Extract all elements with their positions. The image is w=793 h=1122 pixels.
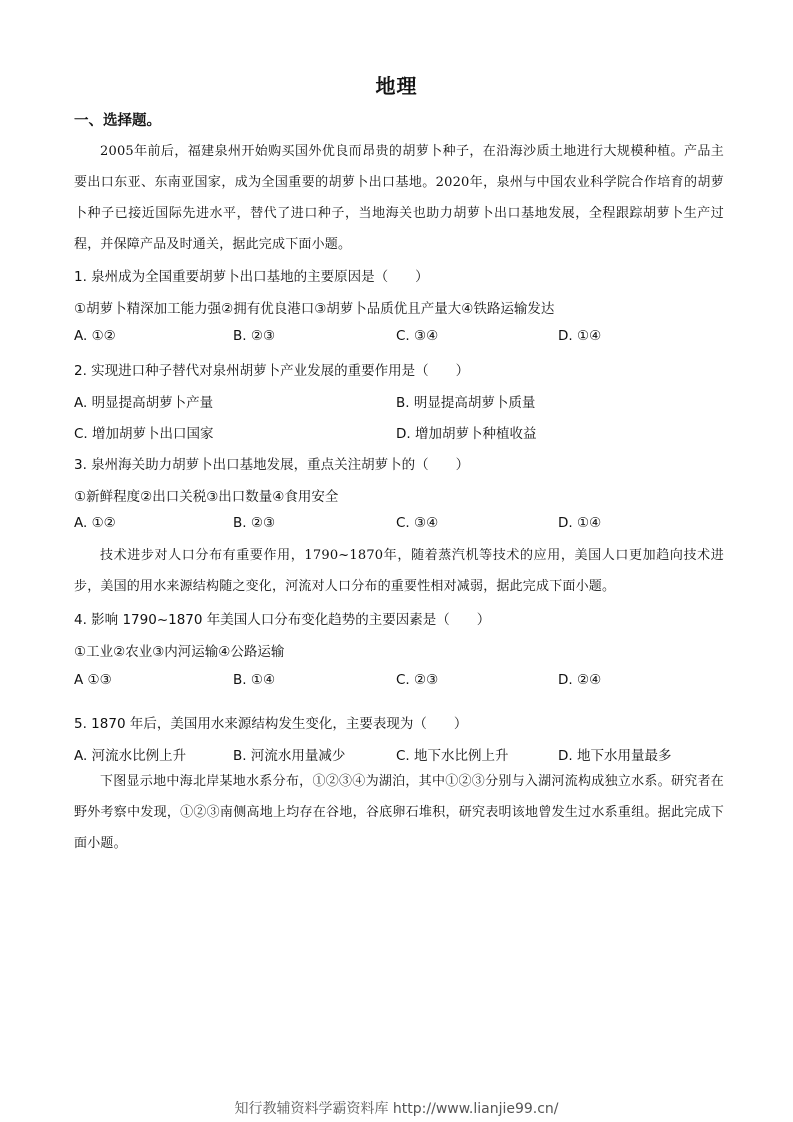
question-5-option-c[interactable]: C. 地下水比例上升 bbox=[396, 748, 509, 764]
question-5-option-b[interactable]: B. 河流水用量减少 bbox=[233, 748, 346, 764]
question-2-stem: 2. 实现进口种子替代对泉州胡萝卜产业发展的重要作用是（ ） bbox=[74, 363, 470, 379]
question-3-option-c[interactable]: C. ③④ bbox=[396, 515, 439, 531]
question-4-option-a[interactable]: A ①③ bbox=[74, 672, 112, 688]
footer-watermark: 知行教辅资料学霸资料库 http://www.lianjie99.cn/ bbox=[234, 1101, 559, 1117]
question-4-option-d[interactable]: D. ②④ bbox=[558, 672, 602, 688]
question-3-stem: 3. 泉州海关助力胡萝卜出口基地发展，重点关注胡萝卜的（ ） bbox=[74, 457, 470, 473]
question-4-stem: 4. 影响 1790~1870 年美国人口分布变化趋势的主要因素是（ ） bbox=[74, 612, 491, 628]
question-3-option-a[interactable]: A. ①② bbox=[74, 515, 116, 531]
passage-2: 技术进步对人口分布有重要作用，1790~1870年，随着蒸汽机等技术的应用，美国人口更加趋向技术进步，美国的用水来源结构随之变化，河流对人口分布的重要性相对减弱，据此完成下面小题。 bbox=[74, 548, 724, 594]
question-1-option-a[interactable]: A. ①② bbox=[74, 328, 116, 344]
question-3-option-b[interactable]: B. ②③ bbox=[233, 515, 276, 531]
page-title: 地理 bbox=[375, 74, 418, 98]
question-1-option-b[interactable]: B. ②③ bbox=[233, 328, 276, 344]
question-2-option-d[interactable]: D. 增加胡萝卜种植收益 bbox=[396, 426, 537, 442]
question-2-option-b[interactable]: B. 明显提高胡萝卜质量 bbox=[396, 395, 536, 411]
question-4-option-b[interactable]: B. ①④ bbox=[233, 672, 276, 688]
question-3-items: ①新鲜程度②出口关税③出口数量④食用安全 bbox=[74, 489, 339, 505]
question-1-stem: 1. 泉州成为全国重要胡萝卜出口基地的主要原因是（ ） bbox=[74, 269, 429, 285]
question-3-option-d[interactable]: D. ①④ bbox=[558, 515, 602, 531]
question-4-option-c[interactable]: C. ②③ bbox=[396, 672, 439, 688]
passage-1: 2005年前后，福建泉州开始购买国外优良而昂贵的胡萝卜种子，在沿海沙质土地进行大规模种植。产品主要出口东亚、东南亚国家，成为全国重要的胡萝卜出口基地。2020年，泉州与中国农业科学院合作培育的胡萝卜种子已接近国际先进水平，替代了进口种子，当地海关也助力胡萝卜出口基地发展，全程跟踪胡萝卜生产过程，并保障产品及时通关，据此完成下面小题。 bbox=[74, 144, 724, 252]
question-5-option-d[interactable]: D. 地下水用量最多 bbox=[558, 748, 672, 764]
question-1-option-d[interactable]: D. ①④ bbox=[558, 328, 602, 344]
passage-3: 下图显示地中海北岸某地水系分布，①②③④为湖泊，其中①②③分别与入湖河流构成独立水系。研究者在野外考察中发现，①②③南侧高地上均存在谷地，谷底卵石堆积，研究表明该地曾发生过水系重组。据此完成下面小题。 bbox=[74, 774, 724, 851]
question-5-stem: 5. 1870 年后，美国用水来源结构发生变化，主要表现为（ ） bbox=[74, 716, 468, 732]
question-4-items: ①工业②农业③内河运输④公路运输 bbox=[74, 644, 285, 660]
question-1-option-c[interactable]: C. ③④ bbox=[396, 328, 439, 344]
question-5-option-a[interactable]: A. 河流水比例上升 bbox=[74, 748, 187, 764]
question-2-option-a[interactable]: A. 明显提高胡萝卜产量 bbox=[74, 395, 214, 411]
section-heading: 一、选择题。 bbox=[74, 113, 161, 129]
question-1-items: ①胡萝卜精深加工能力强②拥有优良港口③胡萝卜品质优且产量大④铁路运输发达 bbox=[74, 301, 555, 317]
question-2-option-c[interactable]: C. 增加胡萝卜出口国家 bbox=[74, 426, 214, 442]
